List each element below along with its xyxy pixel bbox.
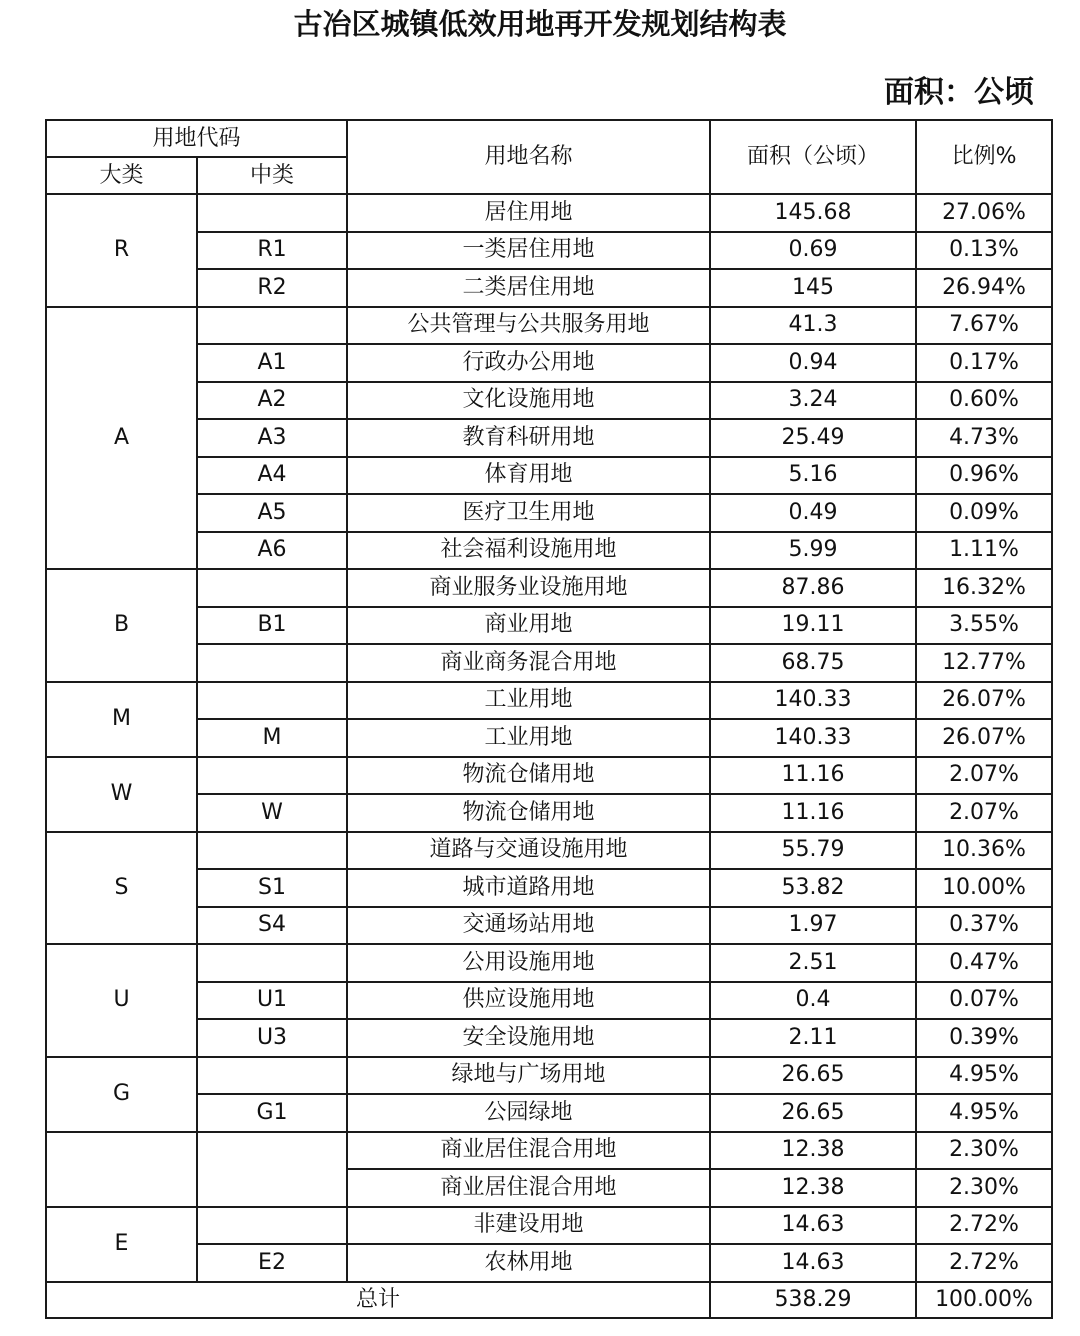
header-name: 用地名称 (347, 120, 710, 194)
table-row (46, 944, 1052, 982)
area-cell: 19.11 (710, 607, 916, 645)
land-use-name-cell: 绿地与广场用地 (347, 1057, 710, 1095)
area-cell: 68.75 (710, 644, 916, 682)
header-code: 用地代码 (46, 120, 347, 157)
minor-code-cell (197, 644, 347, 682)
table-row (46, 832, 1052, 870)
area-cell: 12.38 (710, 1132, 916, 1170)
major-code-cell: G (46, 1057, 197, 1132)
ratio-cell: 4.95% (916, 1094, 1052, 1132)
ratio-cell: 2.07% (916, 757, 1052, 795)
land-use-name-cell: 城市道路用地 (347, 869, 710, 907)
table-body (46, 194, 1052, 1282)
major-code-cell: R (46, 194, 197, 307)
major-code-cell: E (46, 1207, 197, 1282)
area-cell: 0.49 (710, 494, 916, 532)
minor-code-cell: S1 (197, 869, 347, 907)
total-row (46, 1282, 1052, 1318)
minor-code-cell: S4 (197, 907, 347, 945)
major-code-cell: U (46, 944, 197, 1057)
ratio-cell: 0.37% (916, 907, 1052, 945)
ratio-cell: 1.11% (916, 532, 1052, 570)
area-cell: 145 (710, 269, 916, 307)
minor-code-cell (197, 944, 347, 982)
table-title: 古冶区城镇低效用地再开发规划结构表 (293, 7, 787, 41)
area-cell: 5.99 (710, 532, 916, 570)
table-row (46, 1132, 1052, 1170)
table-row (46, 344, 1052, 382)
area-cell: 41.3 (710, 307, 916, 345)
area-cell: 55.79 (710, 832, 916, 870)
minor-code-cell: R2 (197, 269, 347, 307)
ratio-cell: 4.73% (916, 419, 1052, 457)
ratio-cell: 3.55% (916, 607, 1052, 645)
ratio-cell: 0.17% (916, 344, 1052, 382)
ratio-cell: 2.72% (916, 1207, 1052, 1245)
minor-code-cell (197, 569, 347, 607)
minor-code-cell: U1 (197, 982, 347, 1020)
minor-code-cell (197, 1132, 347, 1207)
ratio-cell: 0.96% (916, 457, 1052, 495)
table-row (46, 457, 1052, 495)
ratio-cell: 2.07% (916, 794, 1052, 832)
minor-code-cell (197, 1057, 347, 1095)
area-cell: 11.16 (710, 794, 916, 832)
table-row (46, 194, 1052, 232)
minor-code-cell (197, 682, 347, 720)
land-use-name-cell: 公用设施用地 (347, 944, 710, 982)
ratio-cell: 4.95% (916, 1057, 1052, 1095)
ratio-cell: 12.77% (916, 644, 1052, 682)
ratio-cell: 2.72% (916, 1244, 1052, 1282)
ratio-cell: 2.30% (916, 1132, 1052, 1170)
minor-code-cell (197, 832, 347, 870)
table-row (46, 719, 1052, 757)
major-code-cell: W (46, 757, 197, 832)
land-use-name-cell: 体育用地 (347, 457, 710, 495)
minor-code-cell: A5 (197, 494, 347, 532)
minor-code-cell: W (197, 794, 347, 832)
minor-code-cell (197, 757, 347, 795)
area-cell: 2.51 (710, 944, 916, 982)
table-row (46, 682, 1052, 720)
ratio-cell: 0.60% (916, 382, 1052, 420)
land-use-name-cell: 行政办公用地 (347, 344, 710, 382)
table-row (46, 569, 1052, 607)
minor-code-cell: A6 (197, 532, 347, 570)
table-row (46, 419, 1052, 457)
ratio-cell: 16.32% (916, 569, 1052, 607)
minor-code-cell (197, 307, 347, 345)
land-use-name-cell: 公共管理与公共服务用地 (347, 307, 710, 345)
minor-code-cell: R1 (197, 232, 347, 270)
minor-code-cell: A3 (197, 419, 347, 457)
table-row (46, 644, 1052, 682)
land-use-name-cell: 商业服务业设施用地 (347, 569, 710, 607)
land-use-name-cell: 非建设用地 (347, 1207, 710, 1245)
header-area: 面积（公顷） (710, 120, 916, 194)
land-use-name-cell: 社会福利设施用地 (347, 532, 710, 570)
major-code-cell: A (46, 307, 197, 570)
minor-code-cell (197, 1207, 347, 1245)
table-row (46, 382, 1052, 420)
minor-code-cell: U3 (197, 1019, 347, 1057)
table-row (46, 869, 1052, 907)
area-cell: 0.4 (710, 982, 916, 1020)
minor-code-cell: M (197, 719, 347, 757)
minor-code-cell: A4 (197, 457, 347, 495)
land-use-name-cell: 物流仓储用地 (347, 757, 710, 795)
table-row (46, 607, 1052, 645)
total-label: 总计 (46, 1282, 710, 1318)
table-row (46, 1057, 1052, 1095)
table-row (46, 1019, 1052, 1057)
area-cell: 87.86 (710, 569, 916, 607)
minor-code-cell: E2 (197, 1244, 347, 1282)
land-use-name-cell: 农林用地 (347, 1244, 710, 1282)
ratio-cell: 26.07% (916, 682, 1052, 720)
area-cell: 140.33 (710, 719, 916, 757)
land-use-name-cell: 商业居住混合用地 (347, 1169, 710, 1207)
land-use-name-cell: 医疗卫生用地 (347, 494, 710, 532)
total-area: 538.29 (710, 1282, 916, 1318)
ratio-cell: 0.07% (916, 982, 1052, 1020)
table-row (46, 1207, 1052, 1245)
area-cell: 0.94 (710, 344, 916, 382)
land-use-name-cell: 公园绿地 (347, 1094, 710, 1132)
major-code-cell: B (46, 569, 197, 682)
ratio-cell: 0.13% (916, 232, 1052, 270)
land-use-name-cell: 道路与交通设施用地 (347, 832, 710, 870)
land-use-name-cell: 文化设施用地 (347, 382, 710, 420)
table-row (46, 794, 1052, 832)
area-cell: 53.82 (710, 869, 916, 907)
area-cell: 26.65 (710, 1094, 916, 1132)
table-row (46, 307, 1052, 345)
area-cell: 0.69 (710, 232, 916, 270)
header-minor: 中类 (197, 157, 347, 194)
land-use-name-cell: 二类居住用地 (347, 269, 710, 307)
table-row (46, 982, 1052, 1020)
area-cell: 25.49 (710, 419, 916, 457)
land-use-name-cell: 物流仓储用地 (347, 794, 710, 832)
area-cell: 2.11 (710, 1019, 916, 1057)
land-use-name-cell: 工业用地 (347, 682, 710, 720)
header-major: 大类 (46, 157, 197, 194)
area-cell: 14.63 (710, 1244, 916, 1282)
land-use-name-cell: 工业用地 (347, 719, 710, 757)
land-use-name-cell: 教育科研用地 (347, 419, 710, 457)
minor-code-cell: A2 (197, 382, 347, 420)
ratio-cell: 26.07% (916, 719, 1052, 757)
land-use-name-cell: 居住用地 (347, 194, 710, 232)
unit-label: 面积：公顷 (884, 75, 1034, 110)
ratio-cell: 0.39% (916, 1019, 1052, 1057)
land-use-name-cell: 供应设施用地 (347, 982, 710, 1020)
area-cell: 145.68 (710, 194, 916, 232)
minor-code-cell: A1 (197, 344, 347, 382)
table-row (46, 494, 1052, 532)
table-row (46, 1094, 1052, 1132)
land-use-name-cell: 安全设施用地 (347, 1019, 710, 1057)
land-use-name-cell: 商业居住混合用地 (347, 1132, 710, 1170)
area-cell: 140.33 (710, 682, 916, 720)
land-use-name-cell: 商业商务混合用地 (347, 644, 710, 682)
area-cell: 14.63 (710, 1207, 916, 1245)
land-use-name-cell: 商业用地 (347, 607, 710, 645)
area-cell: 5.16 (710, 457, 916, 495)
ratio-cell: 7.67% (916, 307, 1052, 345)
major-code-cell: M (46, 682, 197, 757)
header-row-1 (46, 120, 1052, 157)
land-use-name-cell: 交通场站用地 (347, 907, 710, 945)
area-cell: 12.38 (710, 1169, 916, 1207)
ratio-cell: 2.30% (916, 1169, 1052, 1207)
ratio-cell: 0.47% (916, 944, 1052, 982)
major-code-cell: S (46, 832, 197, 945)
ratio-cell: 10.36% (916, 832, 1052, 870)
table-row (46, 232, 1052, 270)
table-row (46, 757, 1052, 795)
header-ratio: 比例% (916, 120, 1052, 194)
ratio-cell: 26.94% (916, 269, 1052, 307)
ratio-cell: 27.06% (916, 194, 1052, 232)
minor-code-cell: G1 (197, 1094, 347, 1132)
land-use-table (45, 119, 1053, 1319)
area-cell: 26.65 (710, 1057, 916, 1095)
area-cell: 3.24 (710, 382, 916, 420)
minor-code-cell: B1 (197, 607, 347, 645)
major-code-cell (46, 1132, 197, 1207)
table-row (46, 907, 1052, 945)
area-cell: 11.16 (710, 757, 916, 795)
table-row (46, 269, 1052, 307)
table-row (46, 1244, 1052, 1282)
area-cell: 1.97 (710, 907, 916, 945)
land-use-name-cell: 一类居住用地 (347, 232, 710, 270)
ratio-cell: 0.09% (916, 494, 1052, 532)
table-row (46, 532, 1052, 570)
minor-code-cell (197, 194, 347, 232)
total-ratio: 100.00% (916, 1282, 1052, 1318)
ratio-cell: 10.00% (916, 869, 1052, 907)
